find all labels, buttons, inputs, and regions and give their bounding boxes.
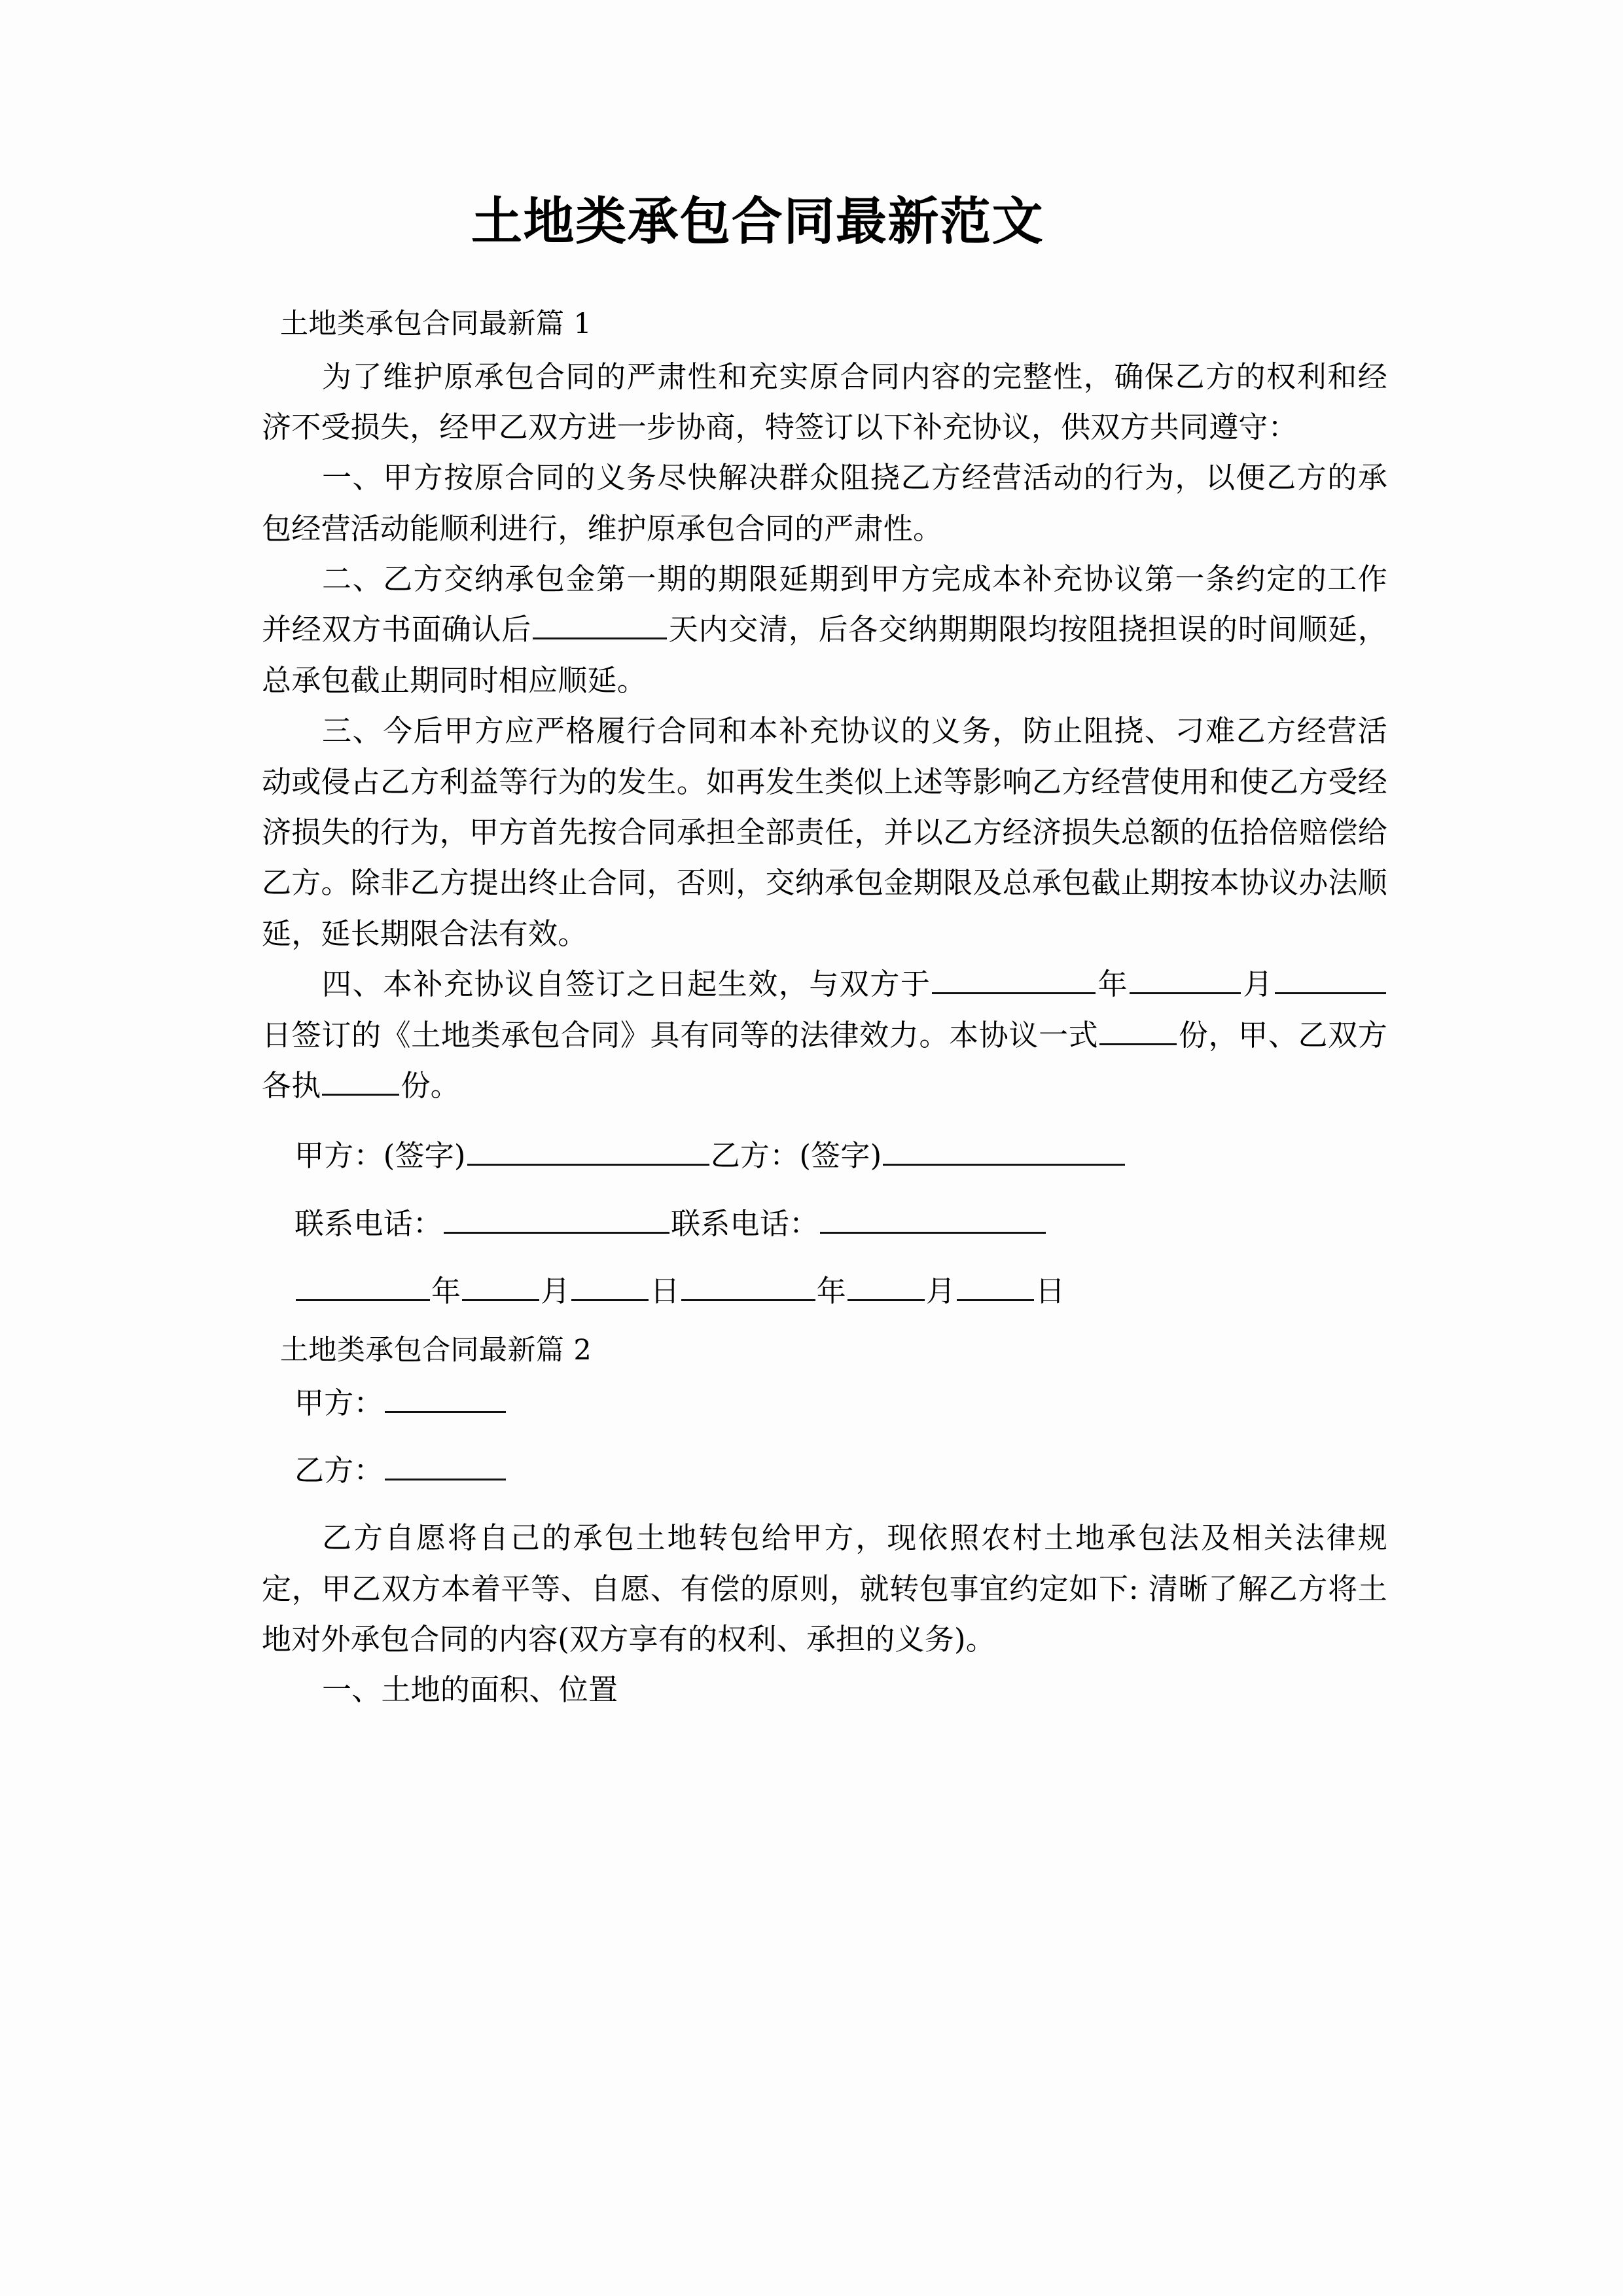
spacer — [262, 1249, 1387, 1266]
party-a-telephone-label: 联系电话： — [294, 1206, 443, 1241]
copies-total-blank[interactable] — [1099, 1018, 1177, 1045]
party-a-name-blank[interactable] — [385, 1386, 506, 1413]
party-b-telephone-label: 联系电话： — [671, 1206, 819, 1241]
spacer — [262, 1181, 1387, 1198]
signing-month-blank[interactable] — [1130, 967, 1241, 995]
signature-row — [262, 1130, 1387, 1181]
paragraph-clause-four — [262, 959, 1387, 1111]
party-a-signature-blank[interactable] — [467, 1139, 709, 1166]
party-b-date-month-label: 月 — [925, 1274, 956, 1309]
party-b-row — [262, 1445, 1387, 1496]
label-year: 年 — [1097, 967, 1129, 1002]
party-b-date-day-label: 日 — [1035, 1274, 1065, 1309]
spacer — [262, 1111, 1387, 1130]
paragraph-preamble: 为了维护原承包合同的严肃性和充实原合同内容的完整性，确保乙方的权利和经济不受损失，经甲乙双方进一步协商，特签订以下补充协议，供双方共同遵守： — [262, 359, 1387, 444]
section-label-2: 土地类承包合同最新篇 2 — [280, 1333, 592, 1367]
party-b-date-year-label: 年 — [816, 1274, 846, 1309]
party-a-label: 甲方： — [294, 1385, 383, 1420]
party-a-telephone-blank[interactable] — [444, 1206, 669, 1234]
clause-four-copies-label: 份，甲、乙双方各执 — [262, 1017, 1388, 1103]
party-a-date-month-label: 月 — [541, 1274, 571, 1309]
title-spacer — [262, 254, 1387, 310]
clause-four-text-b: 签订的《土地类承包合同》具有同等的法律效力。本协议一式 — [291, 1017, 1099, 1052]
spacer — [262, 338, 1387, 351]
party-a-date-year-blank[interactable] — [296, 1274, 430, 1301]
document-content-column — [262, 0, 1387, 1715]
party-b-date-year-blank[interactable] — [681, 1274, 815, 1301]
paragraph-clause-two — [262, 554, 1387, 706]
clause-two-text-a: 二、乙方交纳承包金第一期的期限延期到甲方完成本补充协议第一条约定的工作并经双方书面确认后 — [262, 562, 1387, 647]
party-a-date-day-label: 日 — [650, 1274, 680, 1309]
party-b-telephone-blank[interactable] — [820, 1206, 1046, 1234]
paragraph-clause-three: 三、今后甲方应严格履行合同和本补充协议的义务，防止阻挠、刁难乙方经营活动或侵占乙方利益等行为的发生。如再发生类似上述等影响乙方经营使用和使乙方受经济损失的行为，甲方首先按合同承担全部责任，并以乙方经济损失总额的伍拾倍赔偿给乙方。除非乙方提出终止合同，否则，交纳承包金期限及总承包截止期按本协议办法顺延，延长期限合法有效。 — [262, 713, 1387, 951]
party-a-row — [262, 1378, 1387, 1428]
signing-day-blank[interactable] — [1275, 967, 1386, 995]
section-label-1: 土地类承包合同最新篇 1 — [280, 307, 592, 340]
clause-four-text-c: 份。 — [401, 1067, 460, 1103]
clause-four-text-a: 四、本补充协议自签订之日起生效，与双方于 — [322, 967, 931, 1002]
label-day: 日 — [262, 1017, 292, 1052]
clause-two-text-b: 天内交清，后各交纳期期限均按阻挠担误的时间顺延，总承包截止期同时相应顺延。 — [262, 612, 1387, 698]
paragraph-section2-clause-one: 一、土地的面积、位置 — [322, 1672, 618, 1708]
party-b-label: 乙方： — [294, 1452, 383, 1488]
telephone-row — [262, 1198, 1387, 1249]
party-b-name-blank[interactable] — [385, 1453, 506, 1480]
party-a-date-month-blank[interactable] — [462, 1274, 539, 1301]
spacer — [262, 1496, 1387, 1513]
party-a-date-year-label: 年 — [431, 1274, 461, 1309]
clause-two-days-blank[interactable] — [533, 613, 667, 640]
spacer — [262, 1428, 1387, 1445]
party-a-signature-label: 甲方：(签字) — [294, 1138, 466, 1174]
copies-each-blank[interactable] — [322, 1068, 399, 1096]
page-title: 土地类承包合同最新范文 — [471, 192, 1044, 251]
signing-year-blank[interactable] — [932, 967, 1096, 995]
party-b-date-day-blank[interactable] — [957, 1274, 1034, 1301]
spacer — [262, 1365, 1387, 1378]
party-b-signature-blank[interactable] — [883, 1139, 1125, 1166]
date-row — [262, 1266, 1387, 1316]
paragraph-section2-intro: 乙方自愿将自己的承包土地转包给甲方，现依照农村土地承包法及相关法律规定，甲乙双方本着平等、自愿、有偿的原则，就转包事宜约定如下: 清晰了解乙方将土地对外承包合同的内容(双方享有的权利、承担的义务)。 — [262, 1520, 1387, 1657]
label-month: 月 — [1242, 967, 1274, 1002]
party-a-date-day-blank[interactable] — [571, 1274, 649, 1301]
party-b-signature-label: 乙方：(签字) — [710, 1138, 882, 1174]
party-b-date-month-blank[interactable] — [847, 1274, 925, 1301]
paragraph-clause-one: 一、甲方按原合同的义务尽快解决群众阻挠乙方经营活动的行为，以便乙方的承包经营活动能顺利进行，维护原承包合同的严肃性。 — [262, 460, 1387, 546]
